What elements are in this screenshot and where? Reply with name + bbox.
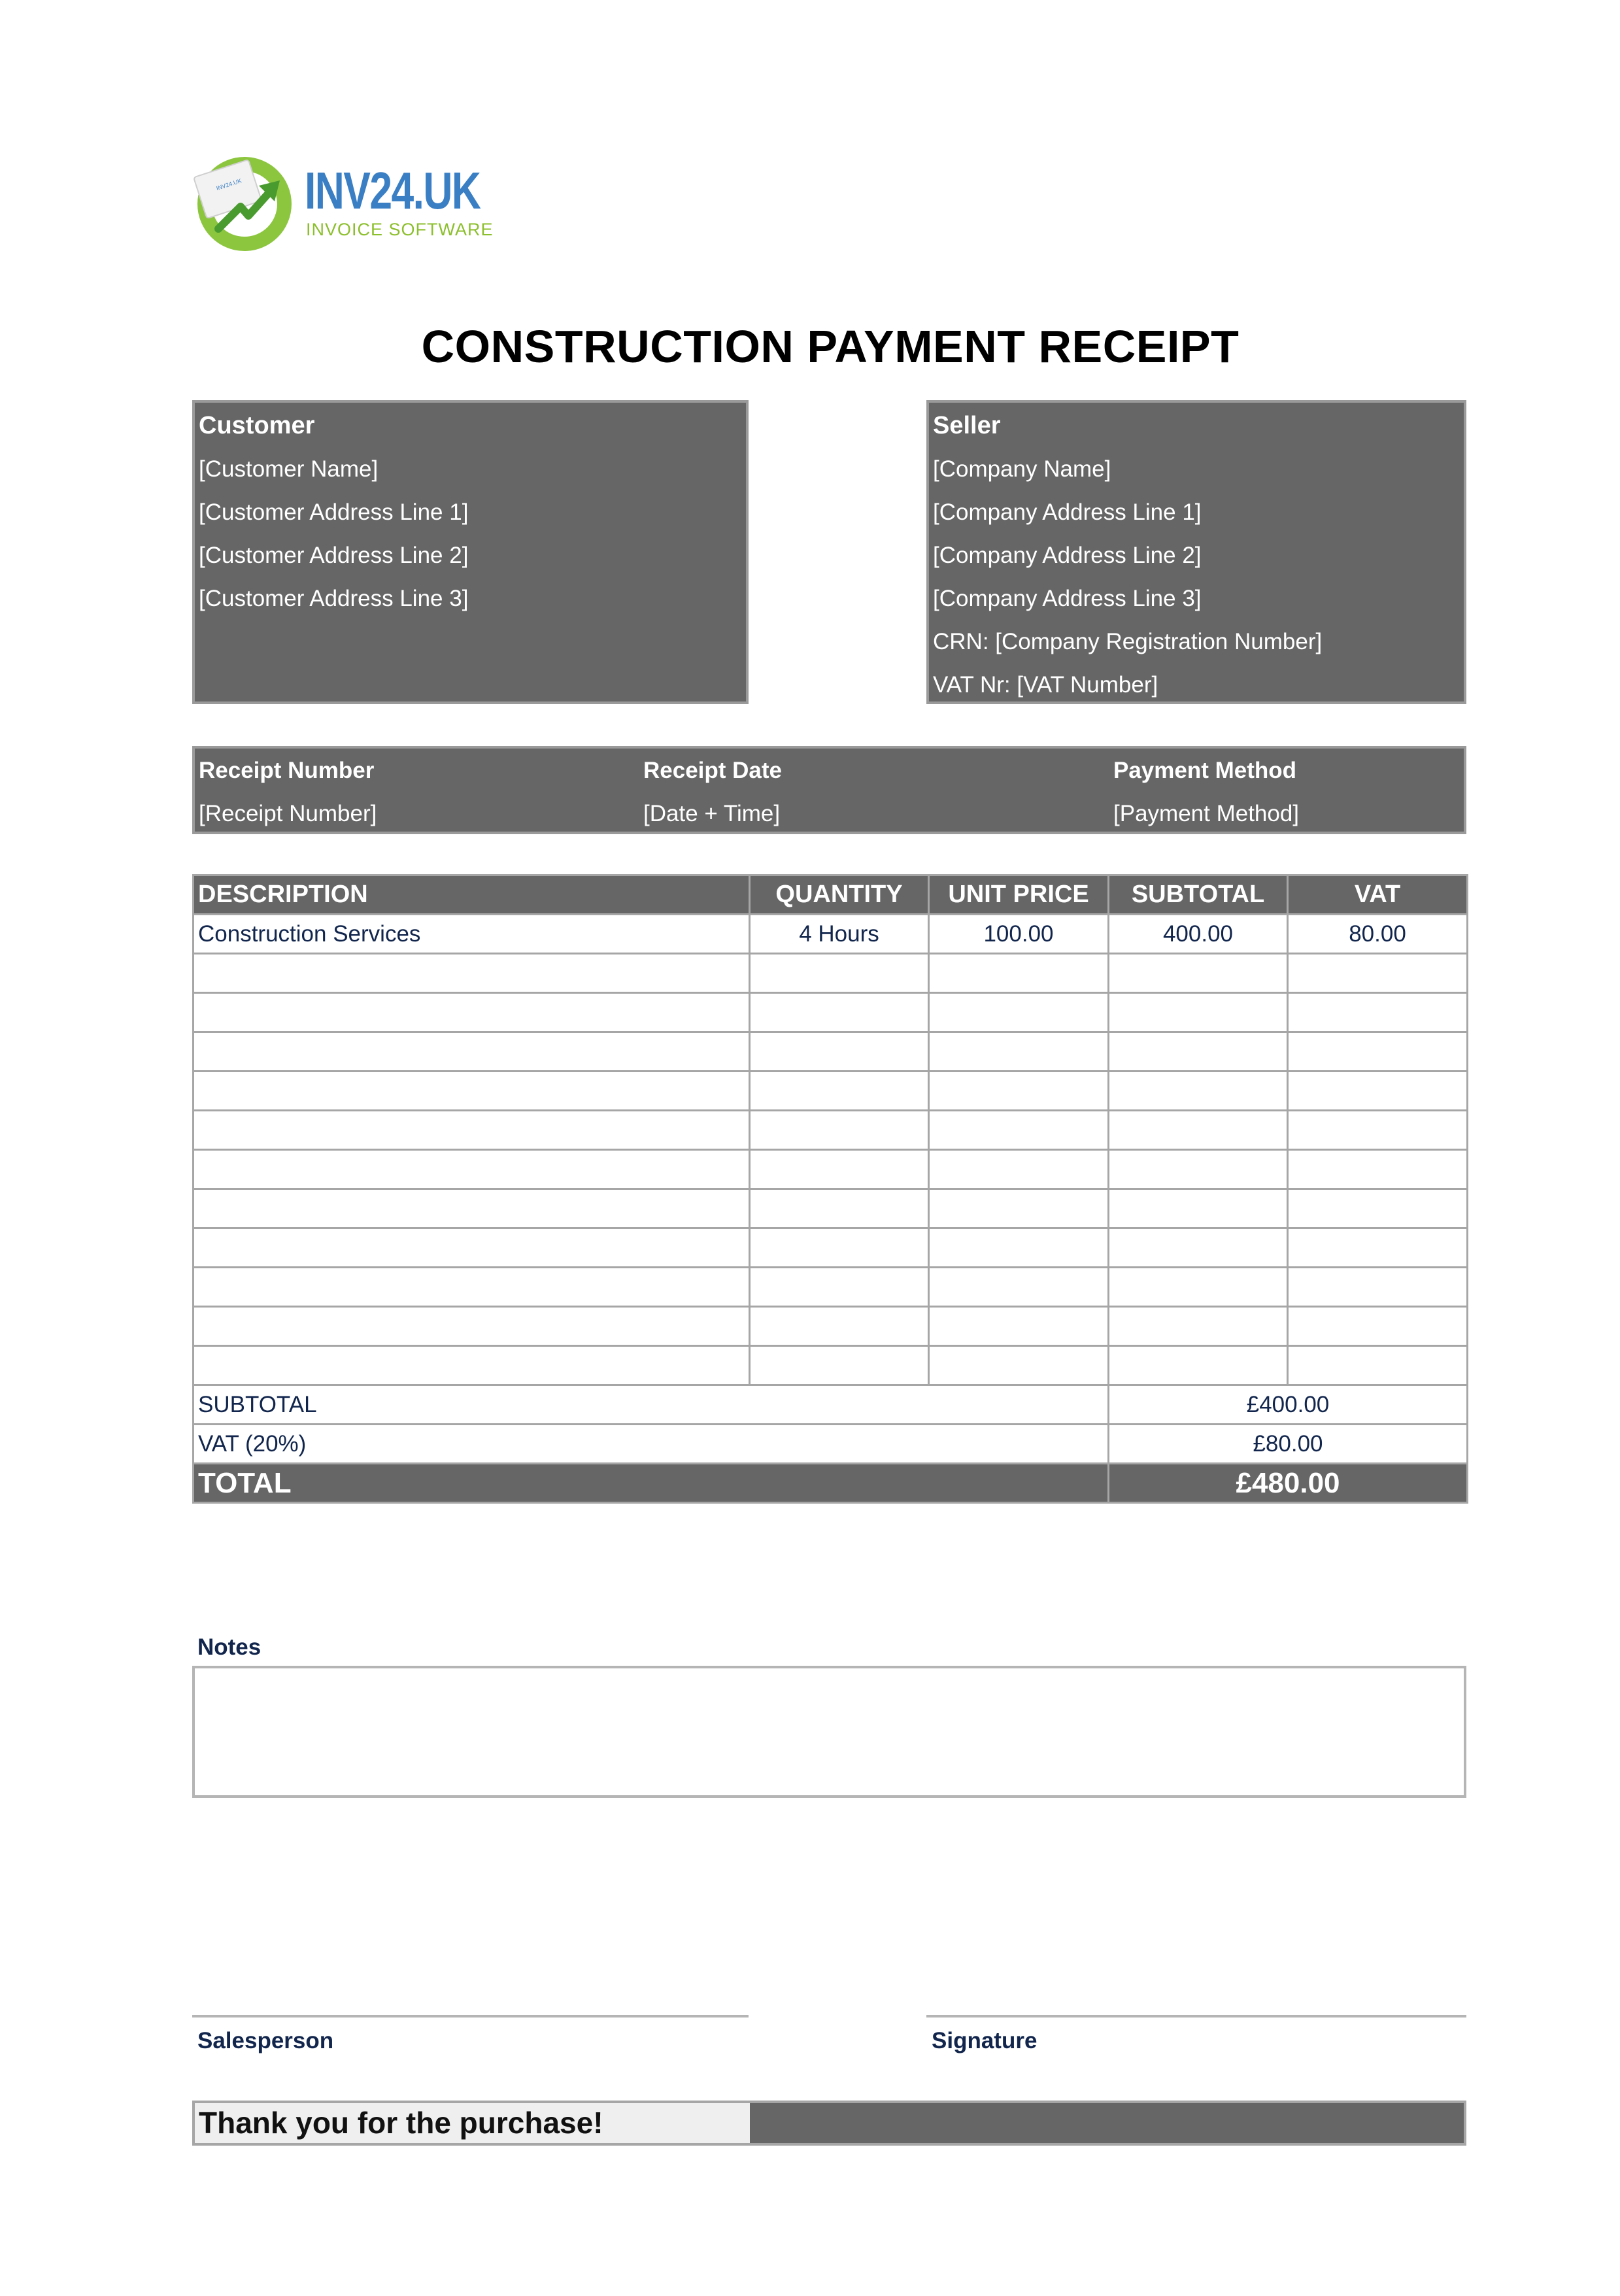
table-row — [194, 1307, 1468, 1346]
empty-cell — [1109, 1228, 1288, 1268]
empty-cell — [1288, 1189, 1468, 1228]
empty-cell — [1109, 1111, 1288, 1150]
empty-cell — [194, 1268, 750, 1307]
table-row — [194, 993, 1468, 1032]
empty-cell — [750, 1268, 929, 1307]
empty-cell — [929, 1346, 1109, 1385]
table-row — [194, 1111, 1468, 1150]
seller-box — [926, 400, 1466, 704]
subtotal-label: SUBTOTAL — [194, 1385, 1109, 1425]
customer-heading: Customer — [199, 412, 315, 439]
logo-emblem-icon — [194, 152, 298, 256]
empty-cell — [750, 1032, 929, 1072]
empty-cell — [194, 1228, 750, 1268]
empty-cell — [750, 1072, 929, 1111]
seller-vat-number: VAT Nr: [VAT Number] — [933, 672, 1158, 698]
empty-cell — [1288, 1072, 1468, 1111]
seller-address-2: [Company Address Line 2] — [933, 543, 1202, 568]
empty-cell — [1109, 1346, 1288, 1385]
table-row — [194, 1072, 1468, 1111]
logo-wordmark: INV24.UK — [305, 161, 481, 220]
empty-cell — [194, 954, 750, 993]
empty-cell — [1288, 993, 1468, 1032]
subtotal-row — [194, 1385, 1468, 1425]
seller-heading: Seller — [933, 412, 1001, 439]
logo-tagline: INVOICE SOFTWARE — [306, 220, 494, 239]
empty-cell — [194, 1307, 750, 1346]
customer-address-2: [Customer Address Line 2] — [199, 543, 469, 568]
items-table — [192, 874, 1468, 1504]
item-subtotal: 400.00 — [1109, 915, 1288, 954]
empty-cell — [750, 954, 929, 993]
empty-cell — [1109, 1189, 1288, 1228]
notes-label: Notes — [197, 1634, 262, 1660]
signature-label: Signature — [932, 2028, 1038, 2053]
table-row — [194, 1346, 1468, 1385]
seller-company-name: [Company Name] — [933, 456, 1111, 482]
empty-cell — [194, 1032, 750, 1072]
empty-cell — [929, 1189, 1109, 1228]
empty-cell — [750, 1111, 929, 1150]
items-header-row — [194, 875, 1468, 915]
empty-cell — [1109, 1072, 1288, 1111]
empty-cell — [750, 1150, 929, 1189]
customer-address-3: [Customer Address Line 3] — [199, 586, 469, 611]
empty-cell — [1109, 1150, 1288, 1189]
table-row — [194, 915, 1468, 954]
seller-address-1: [Company Address Line 1] — [933, 499, 1202, 525]
empty-cell — [1109, 1032, 1288, 1072]
empty-cell — [929, 1111, 1109, 1150]
vat-label: VAT (20%) — [194, 1425, 1109, 1464]
footer-dark-block — [750, 2103, 1464, 2143]
col-subtotal-header: SUBTOTAL — [1109, 875, 1288, 915]
empty-cell — [1288, 1307, 1468, 1346]
company-logo — [194, 152, 507, 256]
empty-cell — [1288, 1346, 1468, 1385]
total-label: TOTAL — [194, 1464, 1109, 1503]
item-vat: 80.00 — [1288, 915, 1468, 954]
col-unit-price-header: UNIT PRICE — [929, 875, 1109, 915]
table-row — [194, 1189, 1468, 1228]
customer-address-1: [Customer Address Line 1] — [199, 499, 469, 525]
empty-cell — [1288, 1268, 1468, 1307]
receipt-info-bar — [192, 746, 1466, 834]
table-row — [194, 1268, 1468, 1307]
vat-value: £80.00 — [1109, 1425, 1468, 1464]
receipt-number-value: [Receipt Number] — [199, 801, 377, 826]
table-row — [194, 954, 1468, 993]
payment-method-value: [Payment Method] — [1113, 801, 1300, 826]
empty-cell — [1109, 1307, 1288, 1346]
col-quantity-header: QUANTITY — [750, 875, 929, 915]
empty-cell — [194, 1111, 750, 1150]
logo-badge-text: INV24.UK — [215, 177, 243, 192]
salesperson-line — [192, 2015, 749, 2017]
empty-cell — [929, 954, 1109, 993]
item-unit-price: 100.00 — [929, 915, 1109, 954]
salesperson-label: Salesperson — [197, 2028, 334, 2053]
empty-cell — [929, 1072, 1109, 1111]
empty-cell — [1109, 1268, 1288, 1307]
seller-address-3: [Company Address Line 3] — [933, 586, 1202, 611]
empty-cell — [194, 993, 750, 1032]
empty-cell — [929, 1228, 1109, 1268]
footer-bar — [192, 2101, 1466, 2146]
table-row — [194, 1032, 1468, 1072]
receipt-date-label: Receipt Date — [643, 758, 783, 783]
empty-cell — [1288, 1032, 1468, 1072]
empty-cell — [194, 1150, 750, 1189]
col-vat-header: VAT — [1288, 875, 1468, 915]
subtotal-value: £400.00 — [1109, 1385, 1468, 1425]
empty-cell — [929, 1268, 1109, 1307]
notes-field[interactable] — [192, 1666, 1466, 1798]
empty-cell — [1288, 954, 1468, 993]
total-row — [194, 1464, 1468, 1503]
empty-cell — [750, 1189, 929, 1228]
empty-cell — [1109, 993, 1288, 1032]
empty-cell — [1109, 954, 1288, 993]
empty-cell — [1288, 1111, 1468, 1150]
customer-name: [Customer Name] — [199, 456, 379, 482]
empty-cell — [194, 1189, 750, 1228]
empty-cell — [929, 1032, 1109, 1072]
empty-cell — [929, 993, 1109, 1032]
empty-cell — [929, 1150, 1109, 1189]
receipt-number-label: Receipt Number — [199, 758, 375, 783]
table-row — [194, 1150, 1468, 1189]
empty-cell — [929, 1307, 1109, 1346]
document-title: CONSTRUCTION PAYMENT RECEIPT — [421, 321, 1240, 372]
empty-cell — [1288, 1150, 1468, 1189]
signature-line — [926, 2015, 1466, 2017]
thank-you-message: Thank you for the purchase! — [195, 2103, 750, 2143]
col-description-header: DESCRIPTION — [194, 875, 750, 915]
vat-row — [194, 1425, 1468, 1464]
empty-cell — [750, 1307, 929, 1346]
empty-cell — [750, 993, 929, 1032]
total-value: £480.00 — [1109, 1464, 1468, 1503]
empty-cell — [194, 1072, 750, 1111]
item-description: Construction Services — [194, 915, 750, 954]
empty-cell — [750, 1346, 929, 1385]
receipt-date-value: [Date + Time] — [643, 801, 781, 826]
seller-crn: CRN: [Company Registration Number] — [933, 629, 1323, 654]
empty-cell — [194, 1346, 750, 1385]
customer-box — [192, 400, 749, 704]
empty-cell — [750, 1228, 929, 1268]
payment-method-label: Payment Method — [1113, 758, 1297, 783]
item-quantity: 4 Hours — [750, 915, 929, 954]
empty-cell — [1288, 1228, 1468, 1268]
table-row — [194, 1228, 1468, 1268]
